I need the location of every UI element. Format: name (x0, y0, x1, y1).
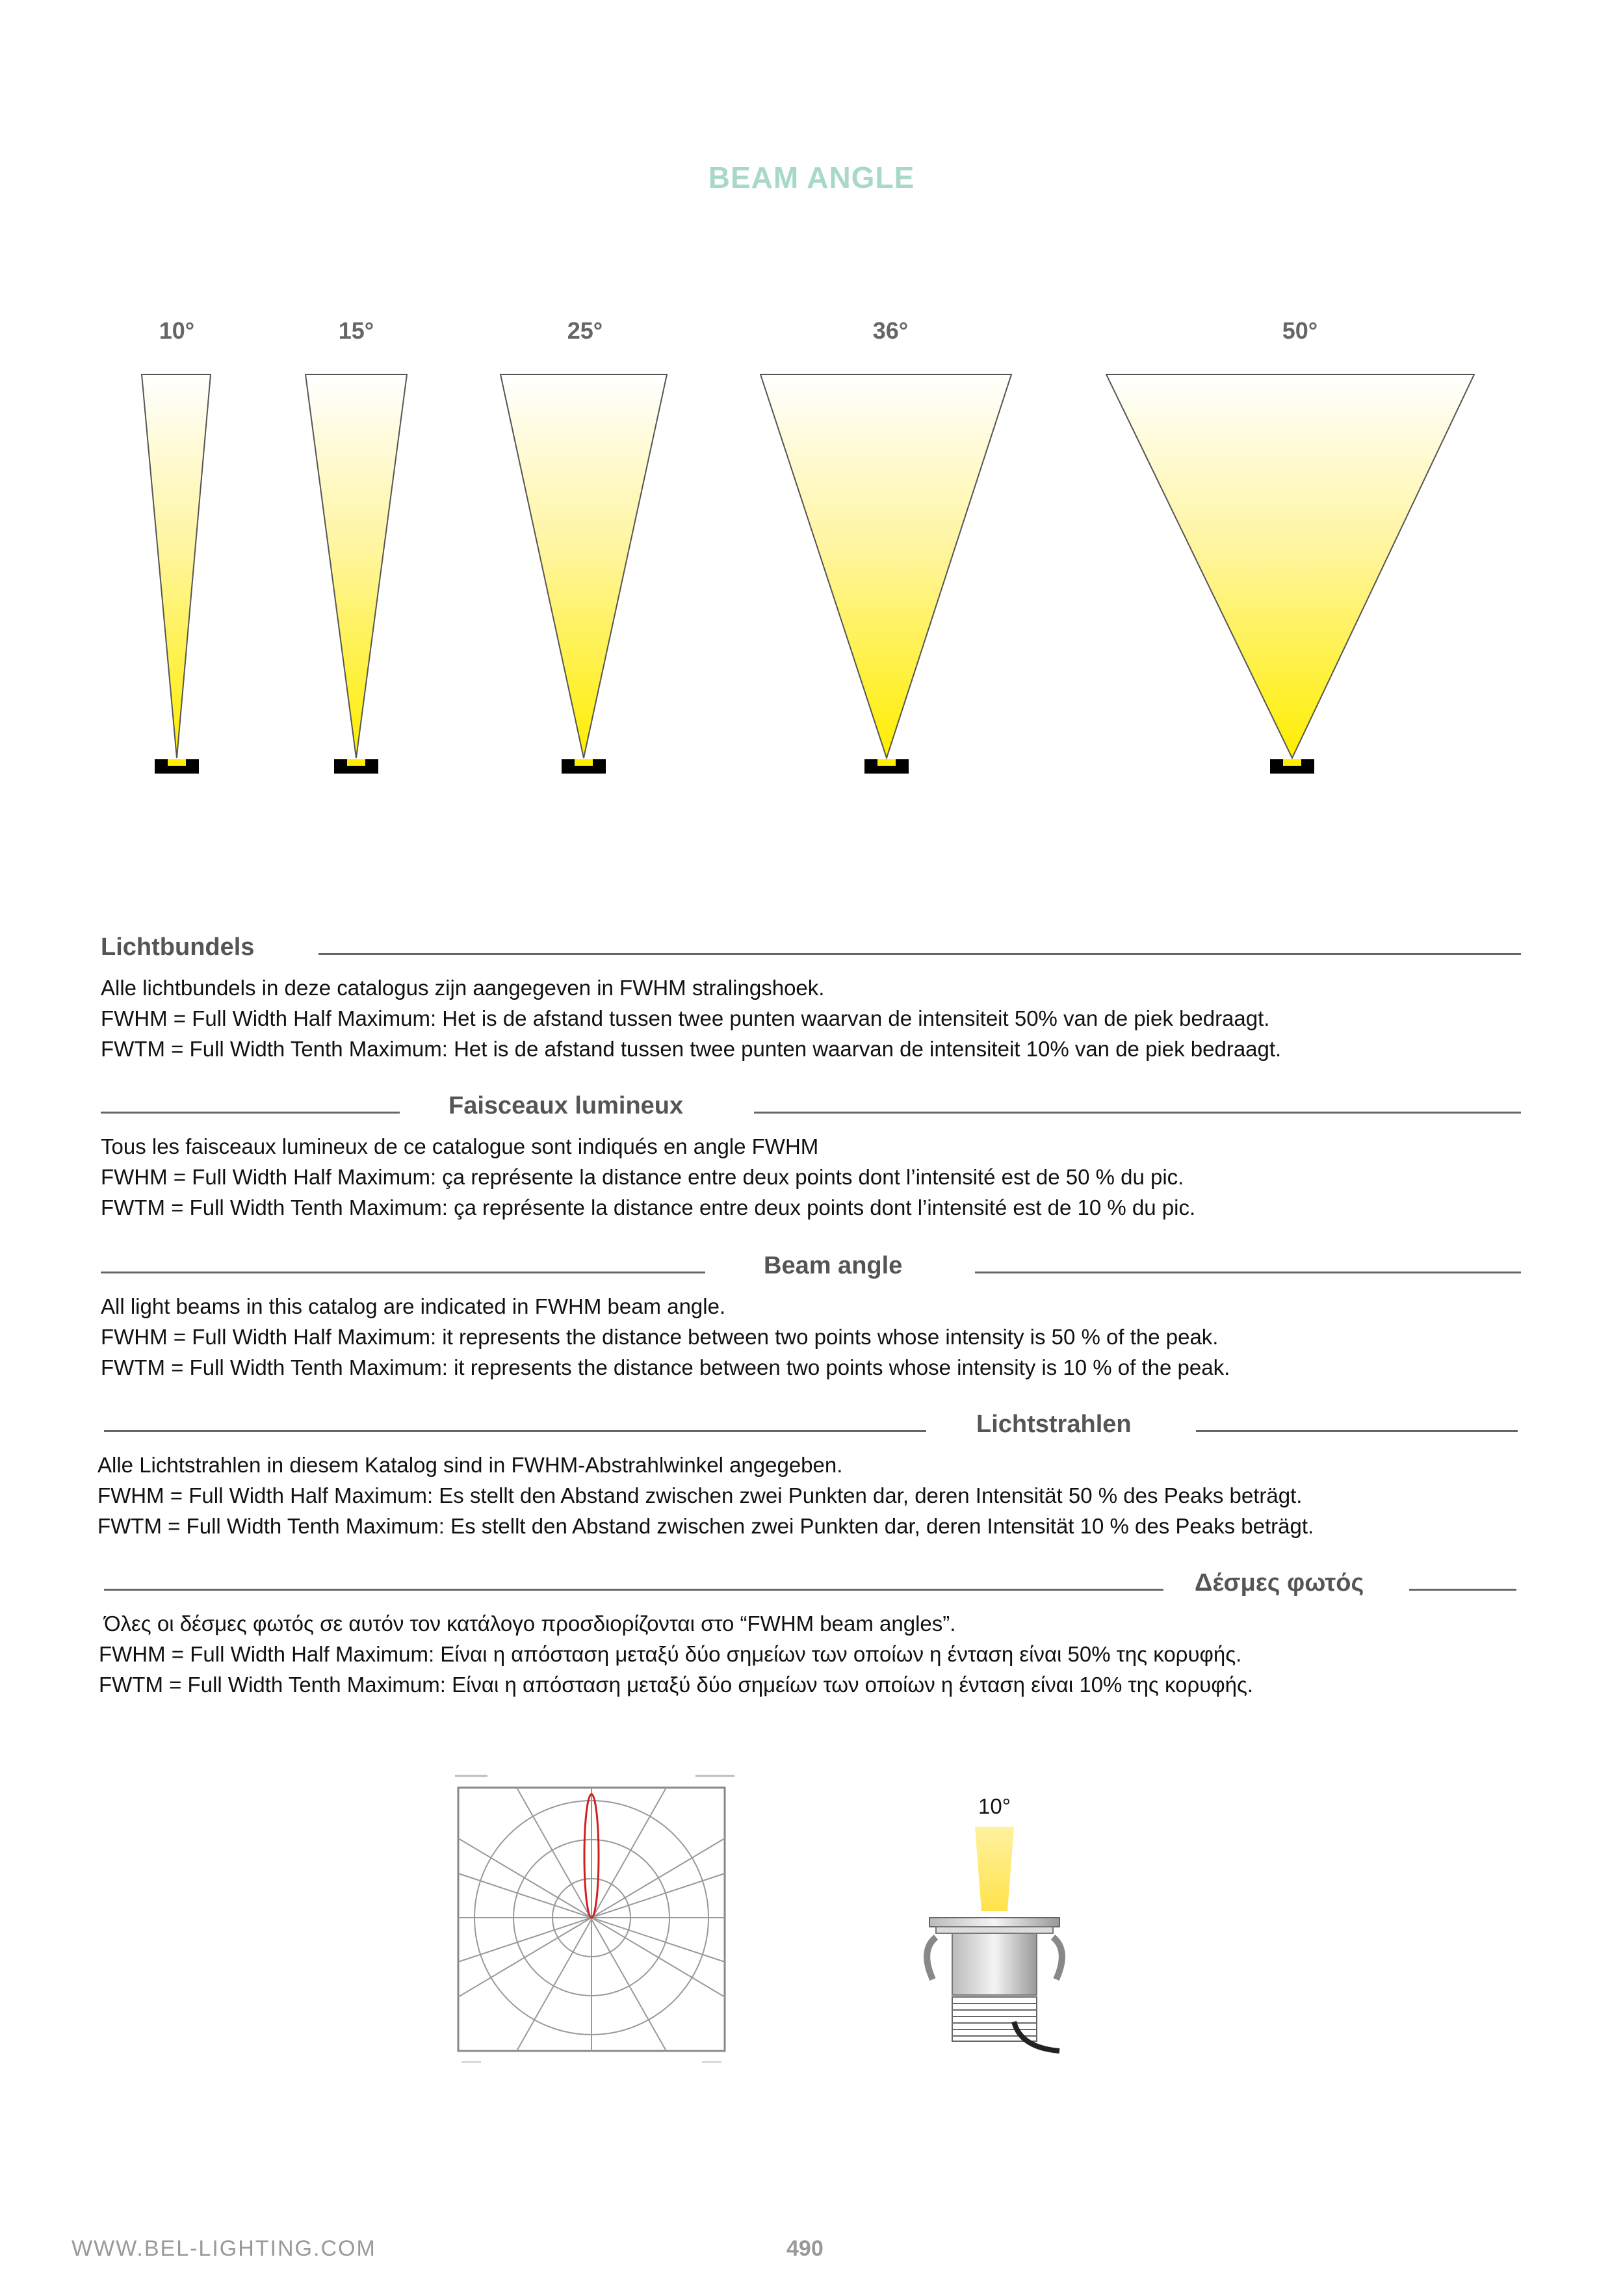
text-line: FWHM = Full Width Half Maximum: ça représente la distance entre deux points dont l’intensité est de 50 % du pic. (101, 1165, 1184, 1189)
beam-cone-25 (500, 374, 667, 774)
text-line: FWTM = Full Width Tenth Maximum: it represents the distance between two points whose intensity is 10 % of the peak. (101, 1355, 1230, 1379)
divider (318, 953, 1521, 955)
example-beam-label: 10° (978, 1794, 1011, 1818)
text-line: FWHM = Full Width Half Maximum: it represents the distance between two points whose intensity is 50 % of the peak. (101, 1325, 1219, 1349)
page-title: BEAM ANGLE (708, 161, 915, 194)
divider (1196, 1430, 1518, 1432)
text-line: Alle Lichtstrahlen in diesem Katalog sind in FWHM-Abstrahlwinkel angegeben. (97, 1453, 843, 1477)
footer-website: WWW.BEL-LIGHTING.COM (71, 2236, 376, 2261)
section-text-nl (101, 972, 1281, 1064)
section-text-en (101, 1291, 1230, 1383)
beam-label-36: 36° (872, 317, 909, 344)
page-number: 490 (786, 2236, 824, 2261)
text-line: FWHM = Full Width Half Maximum: Είναι η απόσταση μεταξύ δύο σημείων των οποίων η ένταση είναι 50% της κορυφής. (99, 1642, 1242, 1666)
luminaire-illustration (910, 1827, 1105, 2061)
text-line: FWHM = Full Width Half Maximum: Es stellt den Abstand zwischen zwei Punkten dar, deren Intensität 50 % des Peaks beträgt. (97, 1483, 1303, 1507)
text-line: All light beams in this catalog are indicated in FWHM beam angle. (101, 1294, 726, 1318)
beam-cone-36 (760, 374, 1011, 774)
beam-cone-50 (1106, 374, 1474, 774)
text-line: Όλες οι δέσμες φωτός σε αυτόν τον κατάλογο προσδιορίζονται στο “FWHM beam angles”. (104, 1611, 956, 1636)
text-line: Alle lichtbundels in deze catalogus zijn aangegeven in FWHM stralingshoek. (101, 976, 825, 1000)
beam-label-25: 25° (567, 317, 603, 344)
section-text-de (97, 1450, 1314, 1541)
divider (101, 1112, 400, 1114)
section-heading-el: Δέσμες φωτός (1195, 1569, 1364, 1597)
beam-label-10: 10° (159, 317, 195, 344)
divider (104, 1430, 926, 1432)
section-heading-en: Beam angle (764, 1252, 903, 1279)
beam-cone-10 (142, 374, 211, 774)
section-heading-fr: Faisceaux lumineux (448, 1092, 684, 1119)
beam-cone-15 (305, 374, 407, 774)
section-heading-nl: Lichtbundels (101, 933, 255, 961)
section-heading-de: Lichtstrahlen (976, 1411, 1132, 1438)
polar-distribution-diagram (448, 1768, 741, 2067)
section-text-el (99, 1608, 1253, 1700)
divider (104, 1589, 1163, 1591)
divider (975, 1272, 1521, 1273)
divider (1409, 1589, 1516, 1591)
beam-label-50: 50° (1282, 317, 1318, 344)
section-text-fr (101, 1131, 1195, 1223)
beam-angle-diagram (0, 364, 1623, 793)
text-line: FWTM = Full Width Tenth Maximum: Είναι η απόσταση μεταξύ δύο σημείων των οποίων η ένταση είναι 10% της κορυφής. (99, 1673, 1254, 1697)
text-line: FWTM = Full Width Tenth Maximum: Es stellt den Abstand zwischen zwei Punkten dar, deren Intensität 10 % des Peaks beträgt. (97, 1514, 1314, 1538)
text-line: FWHM = Full Width Half Maximum: Het is de afstand tussen twee punten waarvan de intensiteit 50% van de piek bedraagt. (101, 1006, 1270, 1030)
divider (754, 1112, 1521, 1114)
text-line: FWTM = Full Width Tenth Maximum: Het is de afstand tussen twee punten waarvan de intensiteit 10% van de piek bedraagt. (101, 1037, 1282, 1061)
text-line: FWTM = Full Width Tenth Maximum: ça représente la distance entre deux points dont l’intensité est de 10 % du pic. (101, 1195, 1196, 1220)
beam-label-15: 15° (338, 317, 374, 344)
text-line: Tous les faisceaux lumineux de ce catalogue sont indiqués en angle FWHM (101, 1134, 819, 1158)
divider (101, 1272, 705, 1273)
